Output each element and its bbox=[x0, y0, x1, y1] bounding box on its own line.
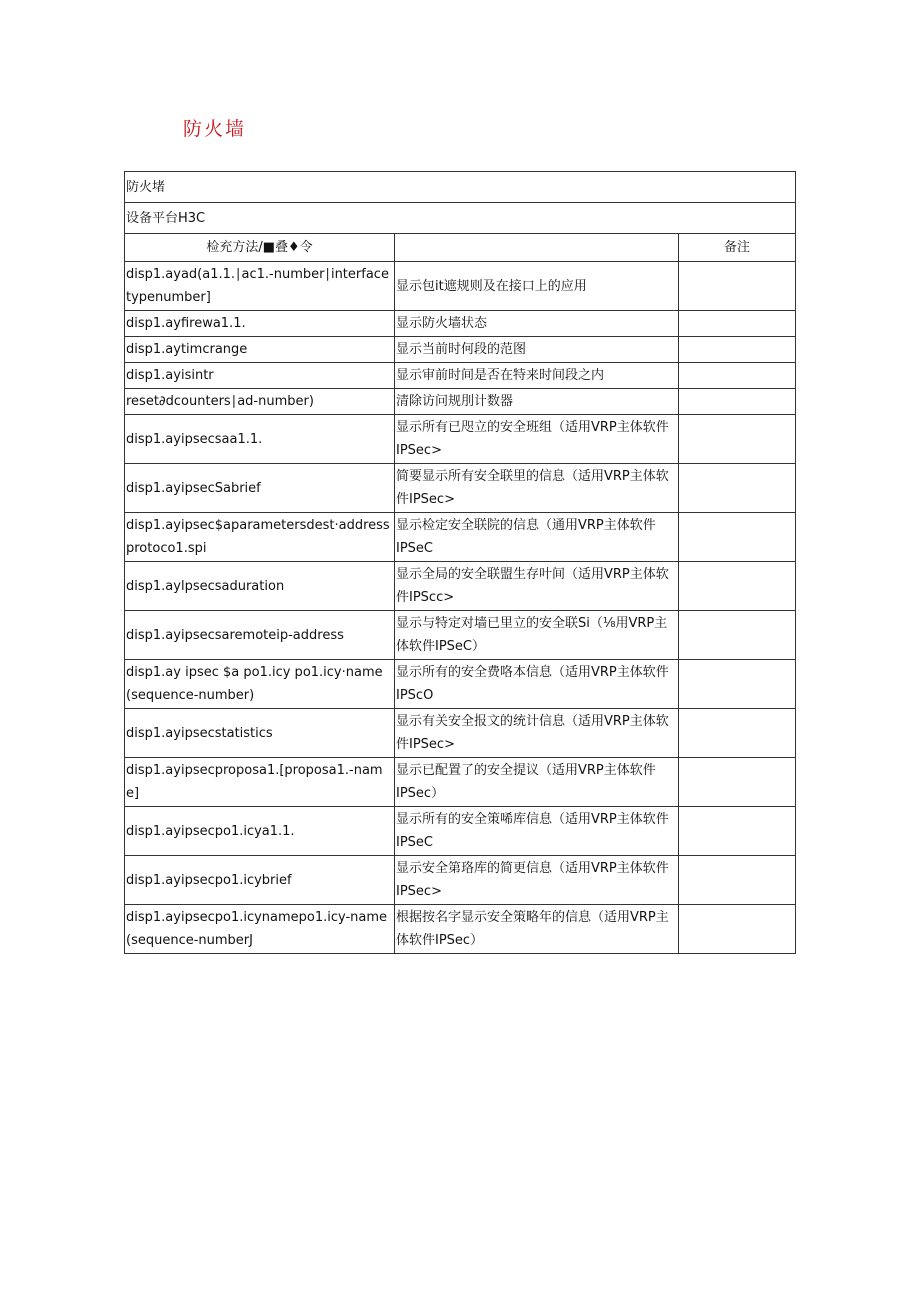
command-cell: disp1.ay ipsec $a po1.icy po1.icy·name(sequence-number) bbox=[125, 660, 395, 709]
note-cell bbox=[679, 611, 796, 660]
command-cell: disp1.ayipsecpo1.icynamepo1.icy-name(sequence-numberJ bbox=[125, 905, 395, 954]
command-cell: disp1.ayipsecsaa1.1. bbox=[125, 415, 395, 464]
command-cell: disp1.aytimcrange bbox=[125, 337, 395, 363]
command-cell: disp1.ayipsecproposa1.[proposa1.-name] bbox=[125, 758, 395, 807]
table-row bbox=[125, 389, 796, 415]
table-row bbox=[125, 311, 796, 337]
note-cell bbox=[679, 758, 796, 807]
note-cell bbox=[679, 415, 796, 464]
table-row bbox=[125, 758, 796, 807]
command-cell: disp1.ayipsec$aparametersdest·addressprotoco1.spi bbox=[125, 513, 395, 562]
table-row bbox=[125, 562, 796, 611]
description-cell: 显示已配置了的安全提议（适用VRP主体软件IPSec） bbox=[395, 758, 679, 807]
header-notes: 备注 bbox=[679, 234, 796, 262]
description-cell: 显示所有的安全策唏库信息（适用VRP主体软件IPSeC bbox=[395, 807, 679, 856]
table-row bbox=[125, 856, 796, 905]
command-cell: disp1.aylpsecsaduration bbox=[125, 562, 395, 611]
note-cell bbox=[679, 464, 796, 513]
command-cell: disp1.ayipsecstatistics bbox=[125, 709, 395, 758]
note-cell bbox=[679, 513, 796, 562]
description-cell: 显示安全第珞库的简更信息（适用VRP主体软件IPSec> bbox=[395, 856, 679, 905]
platform-label: 设备平台H3C bbox=[125, 203, 796, 234]
note-cell bbox=[679, 262, 796, 311]
note-cell bbox=[679, 709, 796, 758]
description-cell: 显示防火墙状态 bbox=[395, 311, 679, 337]
table-row bbox=[125, 611, 796, 660]
note-cell bbox=[679, 905, 796, 954]
description-cell: 显示包it遮规则及在接口上的应用 bbox=[395, 262, 679, 311]
description-cell: 显示审前时间是否在特来时间段之内 bbox=[395, 363, 679, 389]
note-cell bbox=[679, 337, 796, 363]
table-row bbox=[125, 337, 796, 363]
command-cell: disp1.ayipsecSabrief bbox=[125, 464, 395, 513]
command-cell: disp1.ayad(a1.1.∣ac1.-number∣interfacetypenumber] bbox=[125, 262, 395, 311]
table-row bbox=[125, 807, 796, 856]
note-cell bbox=[679, 562, 796, 611]
page-title: 防火墙 bbox=[183, 118, 247, 140]
description-cell: 简要显示所有安全联里的信息（适用VRP主体软件IPSec> bbox=[395, 464, 679, 513]
note-cell bbox=[679, 311, 796, 337]
command-cell: disp1.ayisintr bbox=[125, 363, 395, 389]
table-row bbox=[125, 513, 796, 562]
command-table bbox=[124, 171, 796, 954]
note-cell bbox=[679, 660, 796, 709]
header-method: 检充方法/■叠♦令 bbox=[125, 234, 395, 262]
description-cell: 显示全局的安全联盟生存叶间（适用VRP主体软件IPScc> bbox=[395, 562, 679, 611]
table-row bbox=[125, 709, 796, 758]
description-cell: 根据按名字显示安全策略年的信息（适用VRP主体软件IPSec） bbox=[395, 905, 679, 954]
note-cell bbox=[679, 807, 796, 856]
table-row bbox=[125, 905, 796, 954]
description-cell: 显示所有的安全费咯本信息（适用VRP主体软件IPScO bbox=[395, 660, 679, 709]
header-description bbox=[395, 234, 679, 262]
description-cell: 显示当前时何段的范图 bbox=[395, 337, 679, 363]
table-row bbox=[125, 464, 796, 513]
table-row bbox=[125, 262, 796, 311]
command-cell: disp1.ayfirewa1.1. bbox=[125, 311, 395, 337]
table-row bbox=[125, 363, 796, 389]
description-cell: 显示与特定对墙已里立的安全联Si（⅛用VRP主体软件IPSeC） bbox=[395, 611, 679, 660]
command-cell: disp1.ayipsecpo1.icya1.1. bbox=[125, 807, 395, 856]
note-cell bbox=[679, 389, 796, 415]
description-cell: 显示所有已咫立的安全班组（适用VRP主体软件IPSec> bbox=[395, 415, 679, 464]
description-cell: 清除访问规刖计数器 bbox=[395, 389, 679, 415]
command-cell: disp1.ayipsecsaremoteip-address bbox=[125, 611, 395, 660]
note-cell bbox=[679, 363, 796, 389]
command-cell: disp1.ayipsecpo1.icybrief bbox=[125, 856, 395, 905]
table-row bbox=[125, 660, 796, 709]
note-cell bbox=[679, 856, 796, 905]
description-cell: 显示检定安全联院的信息（通用VRP主体软件IPSeC bbox=[395, 513, 679, 562]
description-cell: 显示有关安全报文的统计信息（适用VRP主体软件IPSec> bbox=[395, 709, 679, 758]
table-row bbox=[125, 415, 796, 464]
command-cell: reset∂dcounters∣ad-number) bbox=[125, 389, 395, 415]
table-title: 防火堵 bbox=[125, 172, 796, 203]
